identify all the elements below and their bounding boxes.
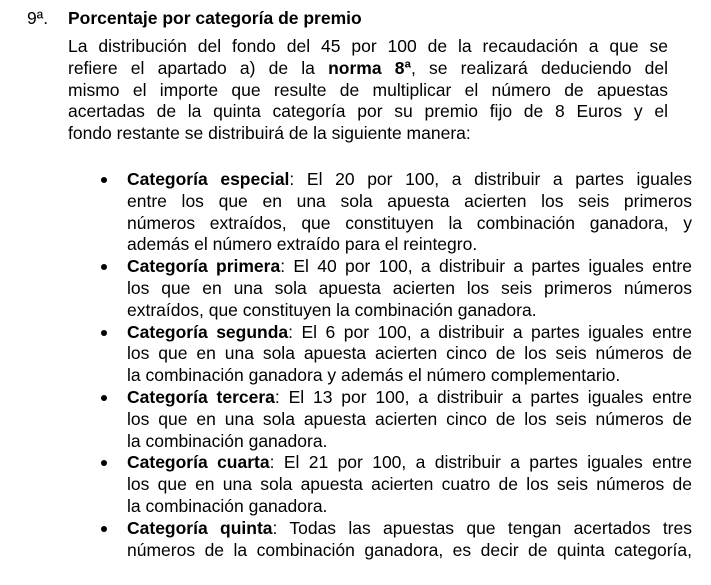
- category-line: los que en una sola apuesta acierten cinco de los seis números de: [127, 408, 692, 429]
- list-item: [0, 169, 692, 256]
- list-item: [0, 518, 692, 562]
- category-text: : El 13 por 100, a distribuir a partes iguales entre: [274, 386, 692, 407]
- category-name: Categoría cuarta: [127, 452, 270, 473]
- category-name: Categoría primera: [127, 256, 281, 277]
- intro-line: La distribución del fondo del 45 por 100 de la recaudación a que se: [68, 36, 668, 56]
- category-first-line: [127, 518, 692, 540]
- category-first-line: [127, 322, 692, 344]
- section-heading: [0, 6, 711, 30]
- category-line: los que en una sola apuesta acierten cinco de los seis números de: [127, 343, 692, 364]
- category-line: extraídos, que constituyen la combinación ganadora.: [127, 299, 537, 320]
- bullet-icon: [101, 177, 107, 183]
- category-line: entre los que en una sola apuesta acierten los seis primeros: [127, 190, 692, 211]
- bullet-icon: [101, 460, 107, 466]
- category-name: Categoría tercera: [127, 386, 275, 407]
- section-number: 9ª.: [27, 8, 49, 28]
- category-list: [0, 169, 711, 561]
- list-item: [0, 452, 692, 517]
- bullet-icon: [101, 395, 107, 401]
- category-line: la combinación ganadora.: [127, 495, 328, 516]
- category-name: Categoría especial: [127, 169, 290, 189]
- intro-line: fondo restante se distribuirá de la siguiente manera:: [68, 123, 471, 144]
- category-text: : El 6 por 100, a distribuir a partes iguales entre: [288, 321, 692, 342]
- intro-line: acertadas de la quinta categoría por su premio fijo de 8 Euros y el: [68, 101, 668, 122]
- list-item: [0, 322, 692, 387]
- category-line: números extraídos, que constituyen la combinación ganadora, y: [127, 212, 692, 233]
- norma-reference: norma 8ª: [328, 57, 411, 78]
- category-line: números de la combinación ganadora, es decir de quinta categoría,: [127, 539, 692, 560]
- category-line: la combinación ganadora.: [127, 430, 328, 451]
- category-first-line: [127, 452, 692, 474]
- category-text: : El 20 por 100, a distribuir a partes iguales: [289, 169, 692, 189]
- category-first-line: [127, 387, 692, 409]
- intro-text: , se realizará deduciendo del: [410, 57, 668, 78]
- category-text: : El 21 por 100, a distribuir a partes iguales entre: [269, 452, 692, 473]
- category-first-line: [127, 169, 692, 191]
- category-first-line: [127, 256, 692, 278]
- category-line: la combinación ganadora y además el número complementario.: [127, 365, 621, 386]
- section-title: Porcentaje por categoría de premio: [68, 8, 362, 28]
- intro-line: mismo el importe que resulte de multiplicar el número de apuestas: [68, 79, 668, 100]
- bullet-icon: [101, 330, 107, 336]
- category-line: los que en una sola apuesta acierten los seis primeros números: [127, 277, 692, 298]
- intro-paragraph: [68, 36, 668, 145]
- category-name: Categoría segunda: [127, 321, 289, 342]
- category-line: los que en una sola apuesta acierten cuatro de los seis números de: [127, 474, 692, 495]
- bullet-icon: [101, 526, 107, 532]
- list-item: [0, 256, 692, 321]
- category-line: además el número extraído para el reintegro.: [127, 234, 478, 255]
- intro-text: refiere el apartado a) de la: [68, 57, 329, 78]
- intro-line: [68, 58, 668, 80]
- category-name: Categoría quinta: [127, 517, 273, 538]
- category-text: : El 40 por 100, a distribuir a partes iguales entre: [280, 256, 692, 277]
- category-text: : Todas las apuestas que tengan acertados tres: [272, 517, 692, 538]
- list-item: [0, 387, 692, 452]
- bullet-icon: [101, 264, 107, 270]
